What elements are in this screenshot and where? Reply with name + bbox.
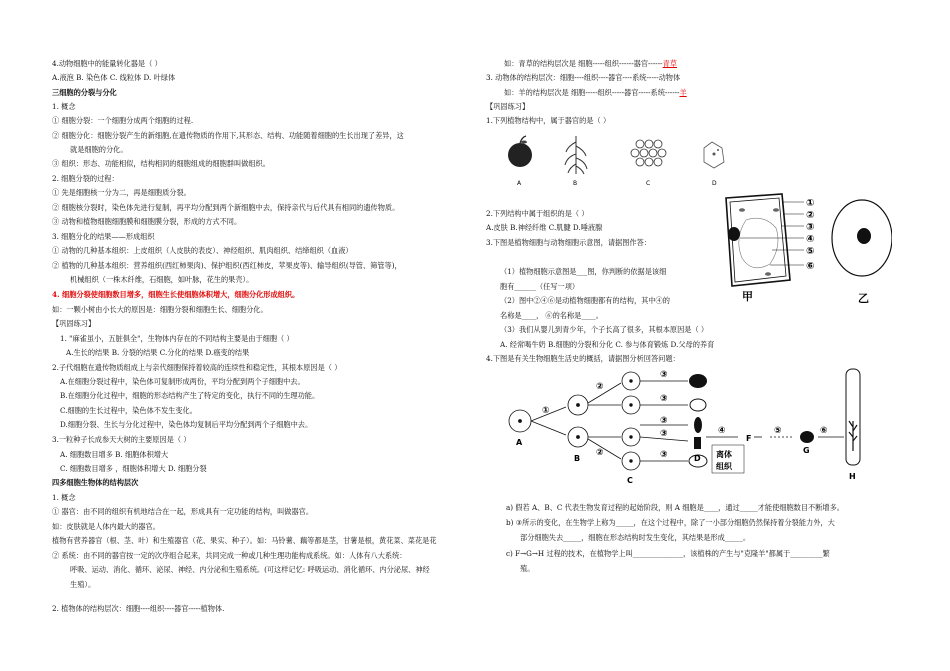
- cell-type-1: [689, 374, 707, 388]
- cell-comparison-figure: [712, 190, 892, 305]
- right-line-text: 2.下列结构中属于组织的是（ ）: [486, 209, 589, 218]
- node-c: C: [627, 476, 633, 485]
- cell-label-5: ⑤: [806, 246, 815, 257]
- left-line-text: B.在细胞分化过程中，细胞的形态结构产生了特定的变化，执行不同的生理功能。: [60, 391, 320, 400]
- left-line: [52, 203, 399, 212]
- right-line: [504, 88, 687, 97]
- right-line: [506, 503, 844, 512]
- cell-life-history-figure: [500, 365, 900, 495]
- right-line-text: 3. 动物体的结构层次：细胞----组织----器官----系统-----动物体: [486, 73, 681, 82]
- right-line: [500, 325, 708, 334]
- left-line: [66, 348, 249, 357]
- left-line-text: A.生长的结果 B. 分裂的结果 C.分化的结果 D.癌变的结果: [66, 348, 250, 357]
- left-line: [60, 406, 197, 415]
- step-2a: ②: [596, 382, 604, 392]
- right-line-text: 1.下列植物结构中，属于器官的是（ ）: [486, 116, 611, 125]
- left-line-text: ① 器官：由不同的组织有机地结合在一起，形成具有一定功能的结构，叫做器官。: [52, 507, 314, 516]
- plant-cell-diagram: [726, 194, 790, 286]
- figure1-label-d: D: [712, 180, 717, 187]
- left-line-text: 生殖）。: [70, 580, 96, 589]
- step-3b: ③: [660, 394, 668, 404]
- left-line-text: 3. 细胞分化的结果——形成组织: [52, 232, 155, 241]
- left-line: [52, 217, 241, 226]
- right-line: [486, 238, 651, 247]
- figure1-label-c: C: [646, 180, 651, 187]
- right-line-text: b) ③所示的变化，在生物学上称为_____，在这个过程中，除了一小部分细胞仍然保持着分裂能力外，大: [506, 518, 835, 527]
- left-line: [52, 261, 402, 270]
- left-line-text: 2. 植物体的结构层次：细胞----组织----器官-----植物体.: [52, 604, 225, 613]
- step-2b: ②: [596, 448, 604, 458]
- step-3c: ③: [660, 416, 668, 426]
- left-line-text: ① 先是细胞核一分为二，再是细胞质分裂。: [52, 188, 191, 197]
- box-label-line2: 组织: [716, 462, 732, 471]
- cell-type-3: [694, 417, 702, 433]
- left-line-text: 四多细胞生物体的结构层次: [52, 478, 139, 487]
- left-line: [52, 59, 162, 68]
- figure1-label-b: B: [573, 180, 578, 187]
- left-line-text: 1. 概念: [52, 102, 76, 111]
- left-line: [70, 580, 95, 589]
- left-line-text: C.细胞的生长过程中，染色体不发生变化。: [60, 406, 197, 415]
- left-line-text: 如：一颗小树由小长大的原因是：细胞分裂和细胞生长、细胞分化。: [52, 305, 268, 314]
- left-line-text: ② 系统：由不同的器官按一定的次序组合起来，共同完成一种或几种生理功能构成系统。如：人体有八大系统：: [52, 551, 407, 560]
- right-line-text: 部分细胞失去_____，细胞在形态结构时发生变化，其结果是形成_____。: [520, 533, 751, 542]
- node-b: B: [574, 454, 581, 463]
- right-line-text: c) F→G→H 过程的技术，在植物学上叫______________，该植株的产生与"克隆羊"都属于_________繁: [506, 549, 830, 558]
- left-line: [52, 507, 313, 516]
- right-line-text: 4.下图是有关生物细胞生活史的概括，请据图分析回答问题：: [486, 354, 680, 363]
- left-line: [52, 522, 160, 531]
- left-line: [52, 290, 299, 299]
- left-line-text: 2.子代细胞在遗传物质组成上与亲代细胞保持着较高的连续性和稳定性，其根本原因是（ ）: [52, 363, 342, 372]
- left-line: [60, 391, 319, 400]
- left-line-text: 机械组织（一株木纤维，石细胞，如叶脉，花生的果壳）。: [70, 275, 254, 284]
- left-line: [52, 604, 224, 613]
- left-line: [70, 145, 128, 154]
- right-line: [486, 116, 610, 125]
- step-1: ①: [542, 406, 550, 416]
- right-line: [486, 354, 680, 363]
- step-3a: ③: [660, 370, 668, 380]
- left-line: [52, 246, 353, 255]
- left-line: [52, 435, 191, 444]
- left-line: [52, 232, 155, 241]
- left-line: [52, 305, 268, 314]
- right-line: [486, 209, 589, 218]
- right-line: [500, 311, 603, 320]
- right-line: [486, 223, 602, 232]
- right-line: [500, 296, 670, 305]
- left-line: [52, 536, 437, 545]
- node-g: G: [803, 446, 810, 455]
- step-3d: ③: [660, 429, 668, 439]
- cell-label-3: ③: [806, 222, 815, 233]
- left-line: [60, 464, 207, 473]
- left-line-text: A.液泡 B. 染色体 C. 线粒体 D. 叶绿体: [52, 73, 176, 82]
- left-line: [52, 551, 406, 560]
- left-line-text: C. 细胞数目增多 ，细胞体积增大 D. 细胞分裂: [60, 464, 207, 473]
- right-line: [500, 267, 666, 276]
- left-line-text: ① 细胞分裂：一个细胞分成两个细胞的过程.: [52, 116, 194, 125]
- left-line-text: 三细胞的分裂与分化: [52, 88, 117, 97]
- right-line-text: （2）图中②④⑥是动植物细胞都有的结构，其中④的: [500, 296, 670, 305]
- animal-cell-caption: 乙: [858, 292, 869, 305]
- animal-cell-diagram: [832, 200, 892, 276]
- cell-label-6: ⑥: [806, 261, 815, 272]
- right-line-text: （3）我们从婴儿到青少年，个子长高了很多，其根本原因是（ ）: [500, 325, 709, 334]
- right-line: [486, 73, 680, 82]
- step-6: ⑥: [820, 426, 828, 436]
- left-line: [52, 116, 193, 125]
- left-line-text: 2. 细胞分裂的过程：: [52, 174, 119, 183]
- left-line: [52, 73, 175, 82]
- left-line: [60, 377, 305, 386]
- left-line: [52, 159, 270, 168]
- left-line-text: 植物有营养器官（根、茎、叶）和生殖器官（花、果实、种子）。如：马铃薯、藕等都是茎，甘薯是根，黄花菜、菜花是花: [52, 536, 437, 545]
- apple-image: [508, 136, 532, 167]
- figure1-label-a: A: [517, 180, 522, 187]
- left-line-text: A. 细胞数目增多 B. 细胞体积增大: [60, 450, 169, 459]
- plant-structures-figure: [500, 132, 750, 192]
- right-line: [500, 340, 714, 349]
- left-line: [52, 319, 95, 328]
- left-line: [52, 102, 76, 111]
- left-line-text: ③ 组织：形态、功能相似，结构相同的细胞组成的细胞群叫做组织。: [52, 159, 270, 168]
- right-line-text: 如：青草的结构层次是 细胞-----组织------器官------: [504, 59, 663, 68]
- left-line-text: ② 细胞核分裂时，染色体先进行复制，再平均分配到两个新细胞中去，保持亲代与后代具有相同的遗传物质。: [52, 203, 400, 212]
- left-line-text: 呼吸、运动、消化、循环、泌尿、神经、内分泌和生殖系统。(可这样记忆: 呼吸运动、消化循环、内分泌尿、神经: [70, 565, 430, 574]
- left-line-text: A.在细胞分裂过程中，染色体可复制形成两份，平均分配到两个子细胞中去。: [60, 377, 305, 386]
- cell-label-2: ②: [806, 210, 815, 221]
- left-line-text: 3.一粒种子长成参天大树的主要原因是（ ）: [52, 435, 191, 444]
- node-d: D: [694, 454, 701, 463]
- node-h: H: [849, 472, 856, 481]
- right-line-text: 殖。: [520, 564, 535, 573]
- cell-type-4: [694, 437, 701, 449]
- right-line-text: （1）植物细胞示意图是___图，你判断的依据是该细: [500, 267, 667, 276]
- node-a: A: [516, 438, 523, 447]
- left-line: [70, 275, 253, 284]
- left-line: [52, 174, 119, 183]
- left-line-text: 如：皮肤就是人体内最大的器官。: [52, 522, 160, 531]
- right-line-text: 名称是____， ⑥的名称是____。: [500, 311, 603, 320]
- left-line-text: ③ 动物和植物细胞细胞膜和细胞膜分裂，形成的方式不同。: [52, 217, 242, 226]
- left-line: [70, 565, 430, 574]
- left-line-text: ① 动物的几种基本组织：上皮组织（人皮肤的表皮）、神经组织、肌肉组织、结缔组织（血液）: [52, 246, 353, 255]
- right-line-answer: 青草: [662, 59, 677, 68]
- corn-plant-image: [565, 136, 587, 174]
- single-cell-image: [704, 142, 724, 168]
- right-line-text: 3.下图是植物细胞与动物细胞示意图，请据图作答：: [486, 238, 651, 247]
- callus-g: [800, 431, 814, 443]
- right-line: [506, 549, 830, 558]
- left-line-text: ② 植物的几种基本组织：营养组织(西红柿果肉)、保护组织(西红柿皮，苹果皮等)、输导组织(导管、筛管等)，: [52, 261, 402, 270]
- left-line-text: D.细胞分裂、生长与分化过程中，染色体均复制后平均分配到两个子细胞中去。: [60, 420, 313, 429]
- left-line: [52, 88, 117, 97]
- plantlet-h: [849, 421, 857, 451]
- cell-label-1: ①: [806, 198, 815, 209]
- right-line: [504, 59, 677, 68]
- step-3e: ③: [660, 450, 668, 460]
- box-label-line1: 离体: [716, 450, 732, 459]
- right-line-text: 【巩固练习】: [486, 102, 530, 111]
- right-line-text: A.皮肤 B.神经纤维 C.肌腱 D.唾液腺: [486, 223, 603, 232]
- right-line-answer: 羊: [679, 88, 687, 97]
- right-line-text: a) 假若 A、B、C 代表生物发育过程的起始阶段，则 A 细胞是____，通过_____才能使细胞数目不断增多。: [506, 503, 844, 512]
- left-line-text: 就是细胞的分化。: [70, 145, 128, 154]
- cell-label-4: ④: [806, 234, 815, 245]
- step-5: ⑤: [774, 426, 782, 436]
- left-line: [52, 493, 76, 502]
- right-line-text: A. 经常喝牛奶 B.细胞的分裂和分化 C. 参与体育锻炼 D.父母的养育: [500, 340, 715, 349]
- left-line: [60, 420, 312, 429]
- left-line-text: 1. "麻雀虽小，五脏俱全"，生物体内存在的不同结构主要是由于细胞（ ）: [60, 334, 294, 343]
- left-line: [52, 188, 191, 197]
- left-line: [52, 131, 404, 140]
- cell-type-2: [690, 399, 706, 411]
- node-f: F: [746, 434, 752, 443]
- right-line: [486, 102, 529, 111]
- left-line-text: 1. 概念: [52, 493, 76, 502]
- plant-cell-caption: 甲: [742, 290, 753, 303]
- right-line: [520, 564, 534, 573]
- right-line: [520, 533, 750, 542]
- step-4: ④: [718, 426, 726, 436]
- left-line: [60, 334, 294, 343]
- right-line: [500, 282, 579, 291]
- right-line-text: 胞有______（任写一项）: [500, 282, 580, 291]
- left-line-text: ② 细胞分化：细胞分裂产生的新细胞,在遗传物质的作用下,其形态、结构、功能随着细胞的生长出现了差异，这: [52, 131, 404, 140]
- left-line: [60, 450, 168, 459]
- left-line: [52, 478, 138, 487]
- right-line: [506, 518, 835, 527]
- cells-cluster-image: [631, 140, 666, 166]
- left-line-text: 4. 细胞分裂使细胞数目增多，细胞生长使细胞体积增大，细胞分化形成组织。: [52, 290, 300, 299]
- left-line: [52, 363, 341, 372]
- left-line-text: 【巩固练习】: [52, 319, 96, 328]
- left-line-text: 4.动物细胞中的能量转化器是（ ）: [52, 59, 162, 68]
- right-line-text: 如：羊的结构层次是 细胞-----组织-----器官-----系统------: [504, 88, 680, 97]
